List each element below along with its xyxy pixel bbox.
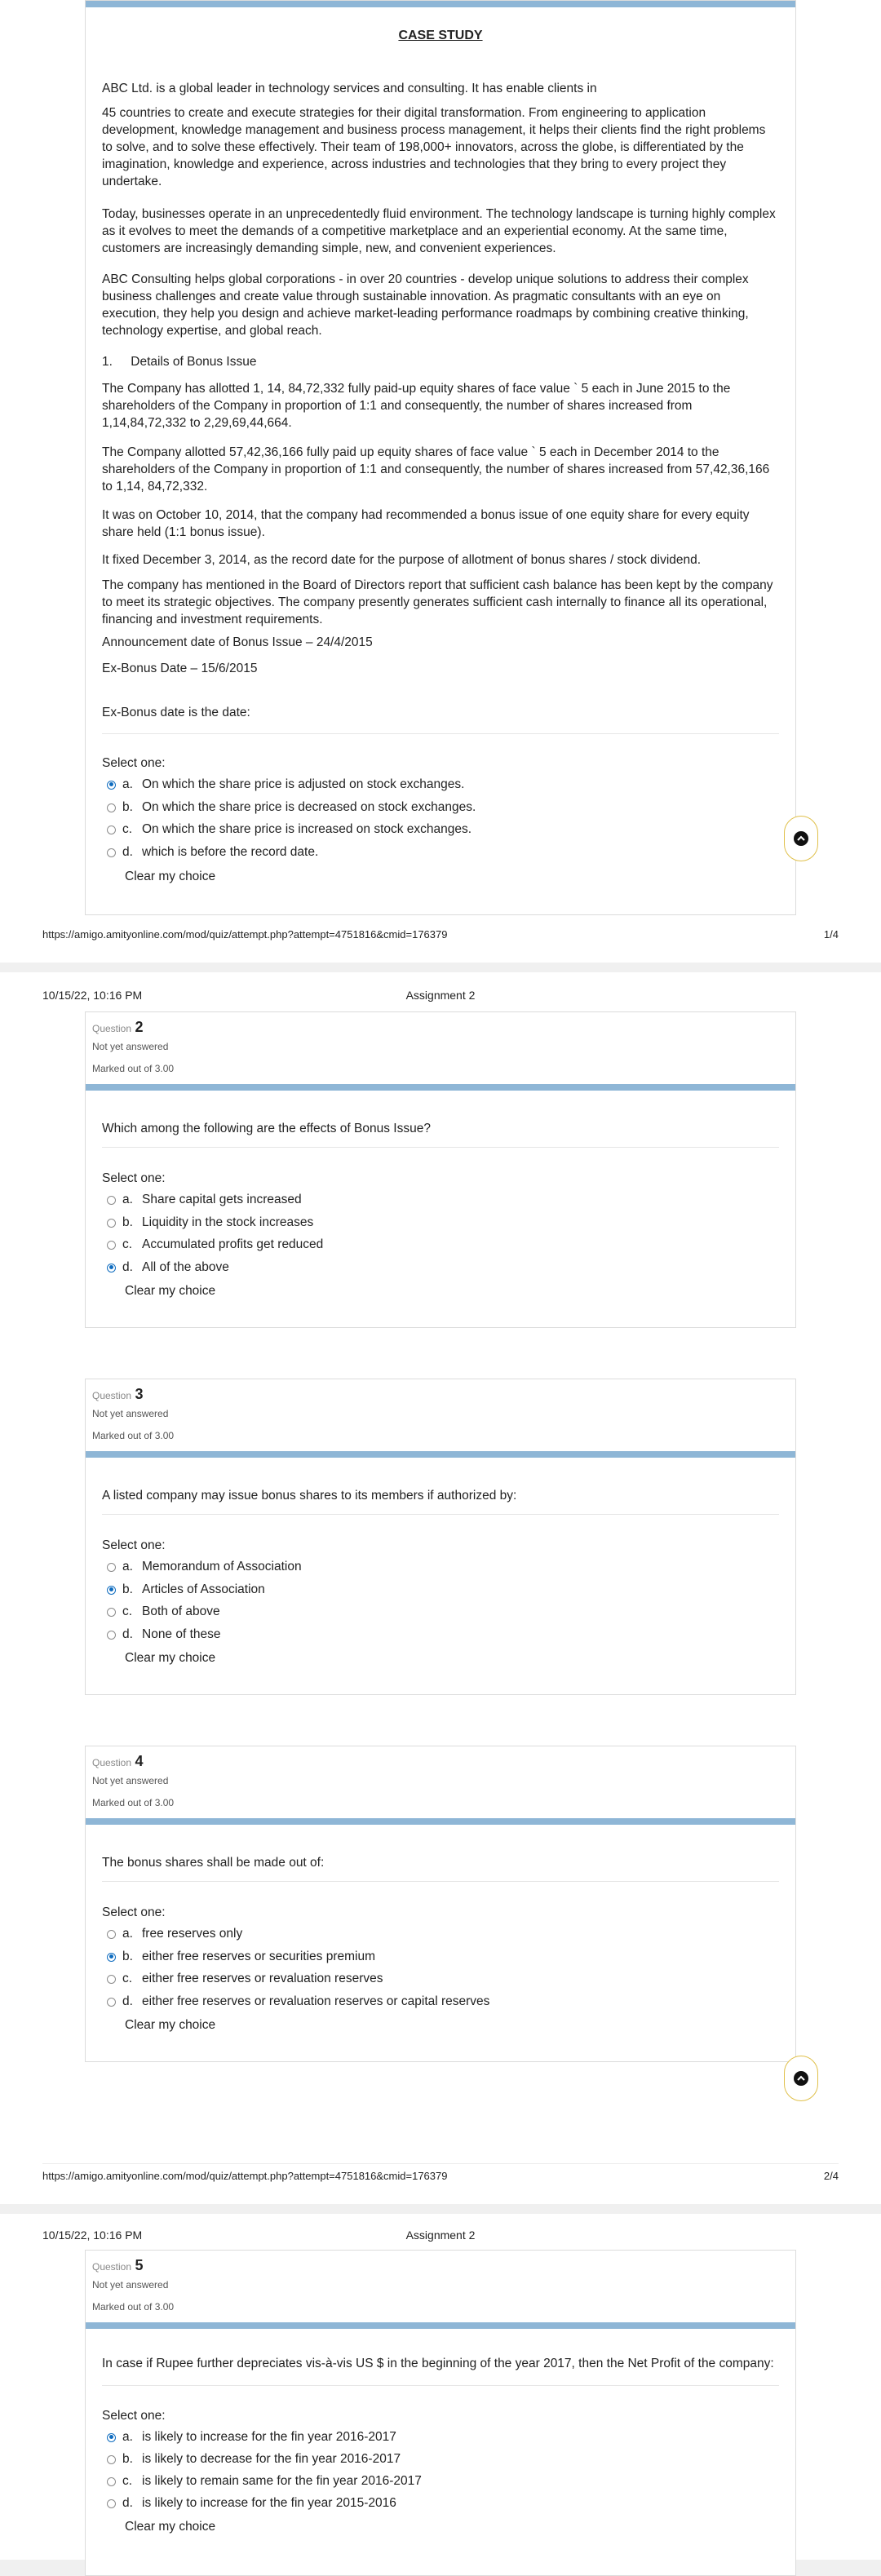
option-text: On which the share price is decreased on stock exchanges. xyxy=(142,800,476,814)
print-title: Assignment 2 xyxy=(405,989,476,1002)
radio-selected-icon[interactable] xyxy=(107,1264,116,1273)
question-marks: Marked out of 3.00 xyxy=(92,1797,175,1808)
print-datetime: 10/15/22, 10:16 PM xyxy=(42,2229,143,2242)
case-paragraph-10: The company has mentioned in the Board of Directors report that sufficient cash balance has been kept by the company to meet its strategic objectives. The company presently generates sufficient cash internally to finance all its operational, financing and investment requirements. xyxy=(102,578,773,626)
back-to-top-button[interactable] xyxy=(784,2056,818,2101)
q4-option-d[interactable] xyxy=(107,1994,489,2009)
radio-selected-icon[interactable] xyxy=(107,2433,116,2442)
footer-divider xyxy=(42,2163,839,2164)
select-one-label: Select one: xyxy=(102,756,166,770)
option-letter: d. xyxy=(122,845,133,859)
radio-icon[interactable] xyxy=(107,825,116,834)
question-2-text: Which among the following are the effects of Bonus Issue? xyxy=(102,1122,431,1135)
question-marks: Marked out of 3.00 xyxy=(92,1430,175,1441)
print-page-1 xyxy=(0,0,881,963)
option-letter: d. xyxy=(122,1627,133,1641)
option-text: Liquidity in the stock increases xyxy=(142,1215,314,1229)
question-divider xyxy=(102,1147,779,1148)
option-text: On which the share price is increased on stock exchanges. xyxy=(142,822,472,836)
option-letter: a. xyxy=(122,1193,133,1206)
print-datetime: 10/15/22, 10:16 PM xyxy=(42,989,143,1002)
question-marks: Marked out of 3.00 xyxy=(92,1063,175,1074)
option-text: Both of above xyxy=(142,1604,220,1618)
print-title: Assignment 2 xyxy=(405,2229,476,2242)
case-paragraph-2: 45 countries to create and execute strategies for their digital transformation. From engineering to application development, knowledge management and business process management, it helps their clients find the right problems to solve, and to solve these effectively. Their team of 198,000+ innovators, across the globe, is differentiated by the imagination, knowledge and experience, across industries and technologies that they bring to every project they undertake. xyxy=(102,106,766,188)
clear-my-choice-link[interactable]: Clear my choice xyxy=(125,870,216,883)
option-text: is likely to decrease for the fin year 2016-2017 xyxy=(142,2452,401,2466)
question-5-card xyxy=(85,2250,796,2576)
print-page-2 xyxy=(0,972,881,2204)
q5-option-c[interactable] xyxy=(107,2474,422,2489)
option-letter: b. xyxy=(122,2452,133,2466)
question-label: Question xyxy=(92,1757,132,1768)
question-2-card xyxy=(85,1011,796,1328)
option-letter: b. xyxy=(122,1582,133,1596)
radio-icon[interactable] xyxy=(107,1930,116,1939)
option-letter: d. xyxy=(122,2496,133,2510)
card-bar xyxy=(86,2322,795,2329)
question-divider xyxy=(102,2385,779,2386)
option-text: Articles of Association xyxy=(142,1582,265,1596)
case-paragraph-3: Today, businesses operate in an unprecedentedly fluid environment. The technology landscape is turning highly complex as it evolves to meet the demands of a competitive marketplace and an experiential economy. At the same time, customers are increasingly demanding simple, new, and convenient experiences. xyxy=(102,207,776,255)
card-bar xyxy=(86,1451,795,1458)
question-5-text: In case if Rupee further depreciates vis-à-vis US $ in the beginning of the year 2017, then the Net Profit of the company: xyxy=(102,2357,774,2370)
case-paragraph-7: The Company allotted 57,42,36,166 fully paid up equity shares of face value ` 5 each in December 2014 to the shareholders of the Company in proportion of 1:1 and consequently, the number of shares increased from 57,42,36,166 to 1,14, 84,72,332. xyxy=(102,445,770,494)
question-info xyxy=(92,1386,174,1447)
question-status: Not yet answered xyxy=(92,1408,169,1419)
details-number: 1. xyxy=(102,355,113,369)
radio-icon[interactable] xyxy=(107,1998,116,2007)
question-3-text: A listed company may issue bonus shares to its members if authorized by: xyxy=(102,1489,517,1503)
option-letter: b. xyxy=(122,800,133,814)
question-number: 3 xyxy=(135,1386,144,1402)
q3-option-d[interactable] xyxy=(107,1627,221,1642)
radio-icon[interactable] xyxy=(107,2499,116,2508)
option-letter: c. xyxy=(122,2474,133,2488)
q1-option-b[interactable] xyxy=(107,800,476,815)
details-title: Details of Bonus Issue xyxy=(131,355,257,369)
q4-option-c[interactable] xyxy=(107,1972,383,1986)
chevron-up-icon xyxy=(794,2071,808,2086)
question-divider xyxy=(102,733,779,734)
q3-option-b[interactable] xyxy=(107,1582,265,1597)
clear-my-choice-link[interactable]: Clear my choice xyxy=(125,1651,216,1665)
q1-option-d[interactable] xyxy=(107,845,318,860)
q1-option-c[interactable] xyxy=(107,822,471,837)
question-info xyxy=(92,1753,174,1814)
clear-my-choice-link[interactable]: Clear my choice xyxy=(125,1284,216,1298)
announcement-date: Announcement date of Bonus Issue – 24/4/2015 xyxy=(102,635,373,649)
option-letter: c. xyxy=(122,1604,133,1618)
q2-option-b[interactable] xyxy=(107,1215,313,1230)
option-letter: b. xyxy=(122,1950,133,1963)
clear-my-choice-link[interactable]: Clear my choice xyxy=(125,2018,216,2032)
option-text: None of these xyxy=(142,1627,221,1641)
footer-page-number: 1/4 xyxy=(823,928,839,941)
option-text: either free reserves or revaluation reserves xyxy=(142,1972,383,1985)
q3-option-c[interactable] xyxy=(107,1604,220,1619)
question-info xyxy=(92,2257,174,2318)
option-letter: a. xyxy=(122,2430,133,2444)
footer-url: https://amigo.amityonline.com/mod/quiz/attempt.php?attempt=4751816&cmid=176379 xyxy=(42,2170,448,2182)
option-letter: a. xyxy=(122,1927,133,1941)
card-bar xyxy=(86,1818,795,1825)
select-one-label: Select one: xyxy=(102,2409,166,2423)
radio-selected-icon[interactable] xyxy=(107,781,116,790)
radio-icon[interactable] xyxy=(107,2455,116,2464)
case-study-heading: CASE STUDY xyxy=(398,29,483,42)
q3-option-a[interactable] xyxy=(107,1560,302,1574)
option-text: Memorandum of Association xyxy=(142,1560,302,1573)
option-text: Share capital gets increased xyxy=(142,1193,302,1206)
question-label: Question xyxy=(92,2261,132,2273)
option-text: is likely to increase for the fin year 2015-2016 xyxy=(142,2496,396,2510)
option-letter: c. xyxy=(122,1972,133,1985)
option-text: either free reserves or securities premium xyxy=(142,1950,375,1963)
select-one-label: Select one: xyxy=(102,1171,166,1185)
question-number: 5 xyxy=(135,2257,144,2273)
radio-icon[interactable] xyxy=(107,1975,116,1984)
details-heading xyxy=(102,353,779,370)
q4-option-b[interactable] xyxy=(107,1950,375,1964)
card-top-bar xyxy=(86,1,795,7)
question-4-text: The bonus shares shall be made out of: xyxy=(102,1856,325,1870)
option-letter: a. xyxy=(122,777,133,791)
radio-icon[interactable] xyxy=(107,803,116,812)
q5-option-a[interactable] xyxy=(107,2430,396,2445)
question-label: Question xyxy=(92,1390,132,1401)
footer-page-number: 2/4 xyxy=(823,2170,839,2182)
option-letter: d. xyxy=(122,1994,133,2008)
radio-selected-icon[interactable] xyxy=(107,1953,116,1962)
radio-icon[interactable] xyxy=(107,1219,116,1228)
select-one-label: Select one: xyxy=(102,1905,166,1919)
question-4-card xyxy=(85,1746,796,2062)
question-number: 2 xyxy=(135,1019,144,1035)
clear-my-choice-link[interactable]: Clear my choice xyxy=(125,2520,216,2534)
q5-option-b[interactable] xyxy=(107,2452,401,2467)
radio-selected-icon[interactable] xyxy=(107,1586,116,1595)
case-paragraph-9: It fixed December 3, 2014, as the record date for the purpose of allotment of bonus shares / stock dividend. xyxy=(102,553,702,567)
radio-icon[interactable] xyxy=(107,1196,116,1205)
back-to-top-button[interactable] xyxy=(784,816,818,861)
question-status: Not yet answered xyxy=(92,1775,169,1786)
option-text: is likely to increase for the fin year 2016-2017 xyxy=(142,2430,396,2444)
case-paragraph-4: ABC Consulting helps global corporations - in over 20 countries - develop unique solutions to address their complex business challenges and create value through sustainable innovation. As pragmatic consultants with an eye on execution, they help you design and achieve market-leading performance roadmaps by combining creative thinking, technology expertise, and global reach. xyxy=(102,272,749,338)
option-text: Accumulated profits get reduced xyxy=(142,1237,324,1251)
q4-option-a[interactable] xyxy=(107,1927,242,1941)
q1-option-a[interactable] xyxy=(107,777,464,792)
option-letter: d. xyxy=(122,1260,133,1274)
print-page-3 xyxy=(0,2214,881,2560)
footer-url: https://amigo.amityonline.com/mod/quiz/attempt.php?attempt=4751816&cmid=176379 xyxy=(42,928,448,941)
radio-icon[interactable] xyxy=(107,1631,116,1640)
case-study-card xyxy=(85,0,796,915)
case-paragraph-6: The Company has allotted 1, 14, 84,72,332 fully paid-up equity shares of face value ` 5 each in June 2015 to the shareholders of the Company in proportion of 1:1 and consequently, the number of shares increased from 1,14,84,72,332 to 2,29,69,44,664. xyxy=(102,382,731,430)
question-1-text: Ex-Bonus date is the date: xyxy=(102,706,250,719)
question-status: Not yet answered xyxy=(92,2279,169,2291)
option-letter: b. xyxy=(122,1215,133,1229)
ex-bonus-date: Ex-Bonus Date – 15/6/2015 xyxy=(102,662,258,675)
option-letter: c. xyxy=(122,1237,133,1251)
select-one-label: Select one: xyxy=(102,1538,166,1552)
radio-icon[interactable] xyxy=(107,2477,116,2486)
option-text: either free reserves or revaluation reserves or capital reserves xyxy=(142,1994,490,2008)
option-text: All of the above xyxy=(142,1260,229,1274)
option-text: free reserves only xyxy=(142,1927,243,1941)
option-letter: a. xyxy=(122,1560,133,1573)
q2-option-d[interactable] xyxy=(107,1260,229,1275)
radio-icon[interactable] xyxy=(107,1608,116,1617)
radio-icon[interactable] xyxy=(107,848,116,857)
question-status: Not yet answered xyxy=(92,1041,169,1052)
question-3-card xyxy=(85,1379,796,1695)
question-marks: Marked out of 3.00 xyxy=(92,2301,175,2313)
chevron-up-icon xyxy=(794,831,808,846)
radio-icon[interactable] xyxy=(107,1241,116,1250)
option-letter: c. xyxy=(122,822,133,836)
option-text: On which the share price is adjusted on stock exchanges. xyxy=(142,777,465,791)
question-divider xyxy=(102,1881,779,1882)
radio-icon[interactable] xyxy=(107,1563,116,1572)
q2-option-c[interactable] xyxy=(107,1237,323,1252)
option-text: which is before the record date. xyxy=(142,845,319,859)
case-paragraph-1: ABC Ltd. is a global leader in technology services and consulting. It has enable clients in xyxy=(102,82,597,95)
q5-option-d[interactable] xyxy=(107,2496,396,2511)
question-number: 4 xyxy=(135,1753,144,1769)
q2-option-a[interactable] xyxy=(107,1193,302,1207)
question-info xyxy=(92,1019,174,1080)
option-text: is likely to remain same for the fin year 2016-2017 xyxy=(142,2474,422,2488)
case-paragraph-8: It was on October 10, 2014, that the company had recommended a bonus issue of one equity share for every equity share held (1:1 bonus issue). xyxy=(102,508,750,539)
question-divider xyxy=(102,1514,779,1515)
card-bar xyxy=(86,1084,795,1091)
question-label: Question xyxy=(92,1023,132,1034)
